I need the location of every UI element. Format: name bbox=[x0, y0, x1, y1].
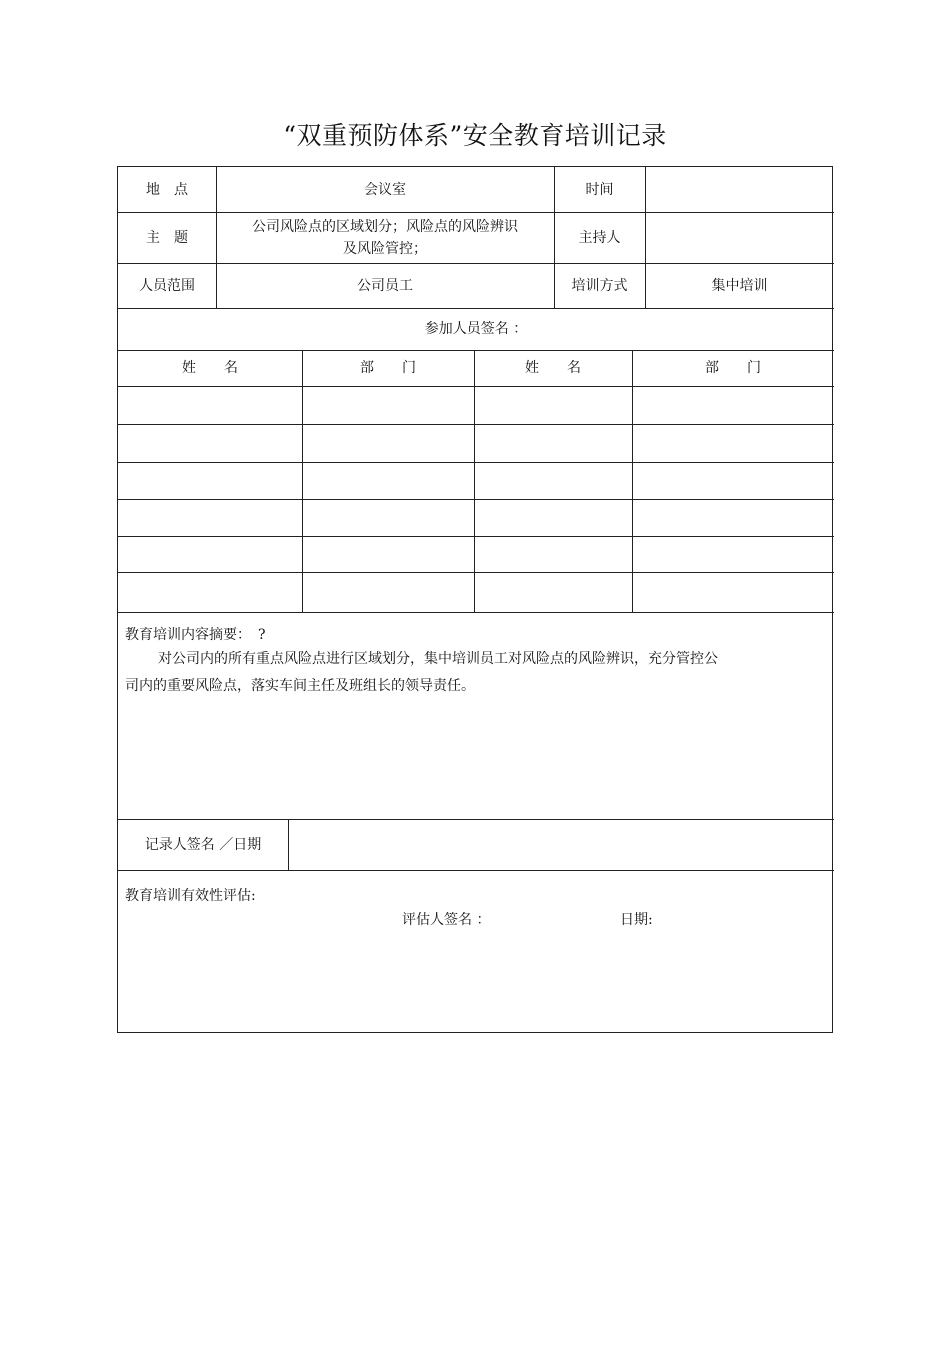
method-value: 集中培训 bbox=[711, 277, 768, 294]
column-divider bbox=[474, 350, 475, 612]
summary-line1: 对公司内的所有重点风险点进行区域划分，集中培训员工对风险点的风险辨识，充分管控公 bbox=[158, 651, 718, 667]
training-record-table bbox=[117, 166, 833, 1033]
attendance-heading: 参加人员签名 ： bbox=[424, 321, 528, 337]
topic-label: 主 题 bbox=[146, 229, 188, 246]
row-divider bbox=[118, 499, 834, 500]
evaluation-date-label: 日期: bbox=[620, 912, 653, 928]
topic-value-line1: 公司风险点的区域划分；风险点的风险辨识 bbox=[252, 218, 518, 235]
page-title: “双重预防体系”安全教育培训记录 bbox=[283, 121, 667, 150]
location-value: 会议室 bbox=[364, 181, 406, 198]
column-divider bbox=[632, 350, 633, 612]
time-value[interactable] bbox=[645, 167, 834, 212]
recorder-label: 记录人签名 ／日期 bbox=[144, 836, 262, 853]
column-divider bbox=[302, 350, 303, 612]
row-divider bbox=[118, 870, 834, 871]
topic-value bbox=[216, 212, 554, 263]
row-divider bbox=[118, 536, 834, 537]
row-divider bbox=[118, 612, 834, 613]
evaluation-label: 教育培训有效性评估: bbox=[125, 888, 256, 904]
summary-line2: 司内的重要风险点，落实车间主任及班组长的领导责任。 bbox=[125, 678, 475, 694]
scope-value: 公司员工 bbox=[357, 277, 413, 294]
row-divider bbox=[118, 572, 834, 573]
row-divider bbox=[118, 386, 834, 387]
row-divider bbox=[118, 424, 834, 425]
recorder-signature-field[interactable] bbox=[288, 819, 834, 870]
host-value[interactable] bbox=[645, 212, 834, 263]
location-label: 地 点 bbox=[146, 181, 188, 198]
method-label: 培训方式 bbox=[571, 277, 628, 294]
time-label: 时间 bbox=[585, 181, 614, 198]
evaluator-signature-label: 评估人签名 ： bbox=[402, 912, 491, 928]
scope-label: 人员范围 bbox=[139, 277, 195, 294]
topic-value-line2: 及风险管控； bbox=[343, 240, 427, 257]
host-label: 主持人 bbox=[578, 229, 621, 246]
column-header-department: 部 门 bbox=[705, 360, 761, 376]
column-header-name: 姓 名 bbox=[525, 360, 581, 376]
summary-label: 教育培训内容摘要： ? bbox=[125, 627, 266, 643]
row-divider bbox=[118, 462, 834, 463]
column-header-name: 姓 名 bbox=[182, 360, 238, 376]
column-header-department: 部 门 bbox=[360, 360, 416, 376]
